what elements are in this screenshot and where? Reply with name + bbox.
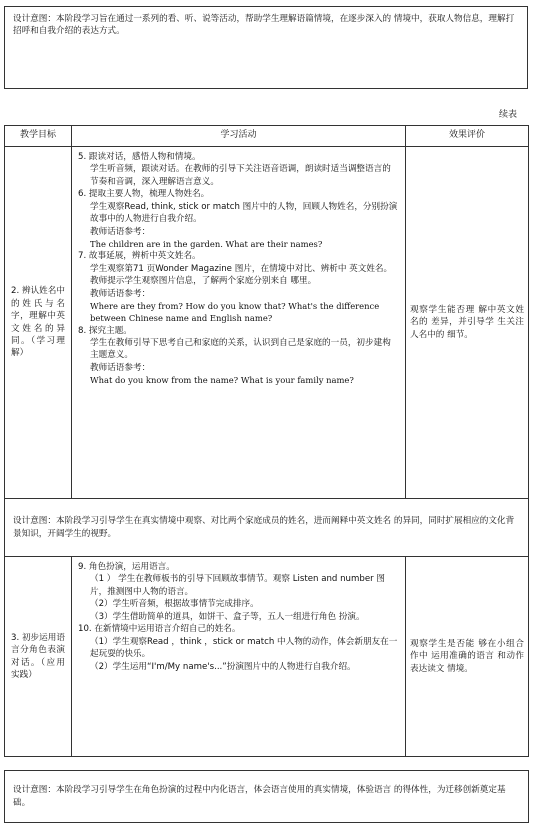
activity-list [78,151,399,387]
design-intent-stage3: 设计意图：本阶段学习引导学生在角色扮演的过程中内化语言，体会语言使用的真实情境，体验语言 的得体性，为迁移创新奠定基础。 [5,771,529,823]
continued-label: 续表 [498,110,517,120]
activity-line: Where are they from? How do you know that? What's the difference between Chinese name and English name? [90,301,380,324]
table-row [5,771,529,823]
activity-line: 学生听音频，跟读对话。在教师的引导下关注语音语调，朗读时适当调整语言的节奏和音调，深入理解语言意义。 [90,164,391,187]
activity-line: （1）学生观察Read ，think ，stick or match 中人物的动作，体会新朋友在一起玩耍的快乐。 [90,636,398,660]
activity-cell [72,147,406,499]
activity-list [78,561,399,673]
lesson-table [4,125,529,823]
activity-line: 学生观察Read, think, stick or match 图片中的人物，回顾人物姓名，分别扮演故事中的人物进行自我介绍。 [90,201,398,225]
activity-line: （2）学生运用“I'm/My name's...”扮演图片中的人物进行自我介绍。 [90,661,356,672]
header-evaluation: 效果评价 [406,126,529,147]
activity-step-title: 7. 故事延展，辨析中英文姓名。 [78,251,201,262]
table-row [5,499,529,557]
evaluation-cell: 观察学生能否理 解中英文姓名的 差异，并引导学 生关注人名中的 细节。 [406,147,529,499]
activity-step-title: 6. 提取主要人物，梳理人物姓名。 [78,189,210,200]
activity-line: The children are in the garden. What are their names? [90,239,323,250]
activity-step-title: 9. 角色扮演，运用语言。 [78,562,175,572]
table-gap-row [5,757,529,771]
activity-step-title: 8. 探究主题。 [78,325,132,336]
activity-line: （1 ） 学生在教师板书的引导下回顾故事情节。观察 Listen and number 图片，推测图中人物的语言。 [90,574,385,597]
activity-step-title: 10. 在新情境中运用语言介绍自己的姓名。 [78,624,241,635]
activity-step-title: 5. 跟读对话，感悟人物和情境。 [78,152,201,162]
activity-line: 学生观察第71 页Wonder Magazine 图片，在情境中对比、辨析中 英文姓名。教师提示学生观察图片信息，了解两个家庭分别来自 哪里。 [90,263,393,287]
design-intent-top [4,6,528,89]
design-intent-stage2: 设计意图：本阶段学习引导学生在真实情境中观察、对比两个家庭成员的姓名，进而阐释中英文姓名 的异同，同时扩展相应的文化背景知识，开阔学生的视野。 [5,499,529,557]
activity-line: 学生在教师引导下思考自己和家庭的关系，认识到自己是家庭的一员，初步建构主题意义。 [90,338,391,361]
table-row [5,557,529,757]
table-row [5,147,529,499]
header-goal: 教学目标 [5,126,72,147]
activity-line: 教师话语参考： [90,362,151,373]
header-activity: 学习活动 [72,126,406,147]
activity-line: （2）学生听音频，根据故事情节完成排序。 [90,599,259,610]
design-intent-top-text: 设计意图：本阶段学习旨在通过一系列的看、听、说等活动，帮助学生理解语篇情境，在逐步深入的 情境中，获取人物信息，理解打招呼和自我介绍的表达方式。 [13,14,515,37]
activity-line: What do you know from the name? What is your family name? [90,375,354,386]
table-header-row [5,126,529,147]
activity-line: 教师话语参考： [90,288,151,299]
goal-cell: 2. 辨认姓名中的姓氏与名字，理解中英文姓名的异同。（学习理解） [5,147,72,499]
activity-cell [72,557,406,757]
activity-line: 教师话语参考： [90,226,151,237]
evaluation-cell: 观察学生是否能 够在小组合作中 运用准确的语言 和动作表达读文 情境。 [406,557,529,757]
activity-line: （3）学生借助简单的道具，如饼干、盒子等，五人一组进行角色 扮演。 [90,611,365,622]
goal-cell: 3. 初步运用语言分角色表演对话。（应用实践） [5,557,72,757]
